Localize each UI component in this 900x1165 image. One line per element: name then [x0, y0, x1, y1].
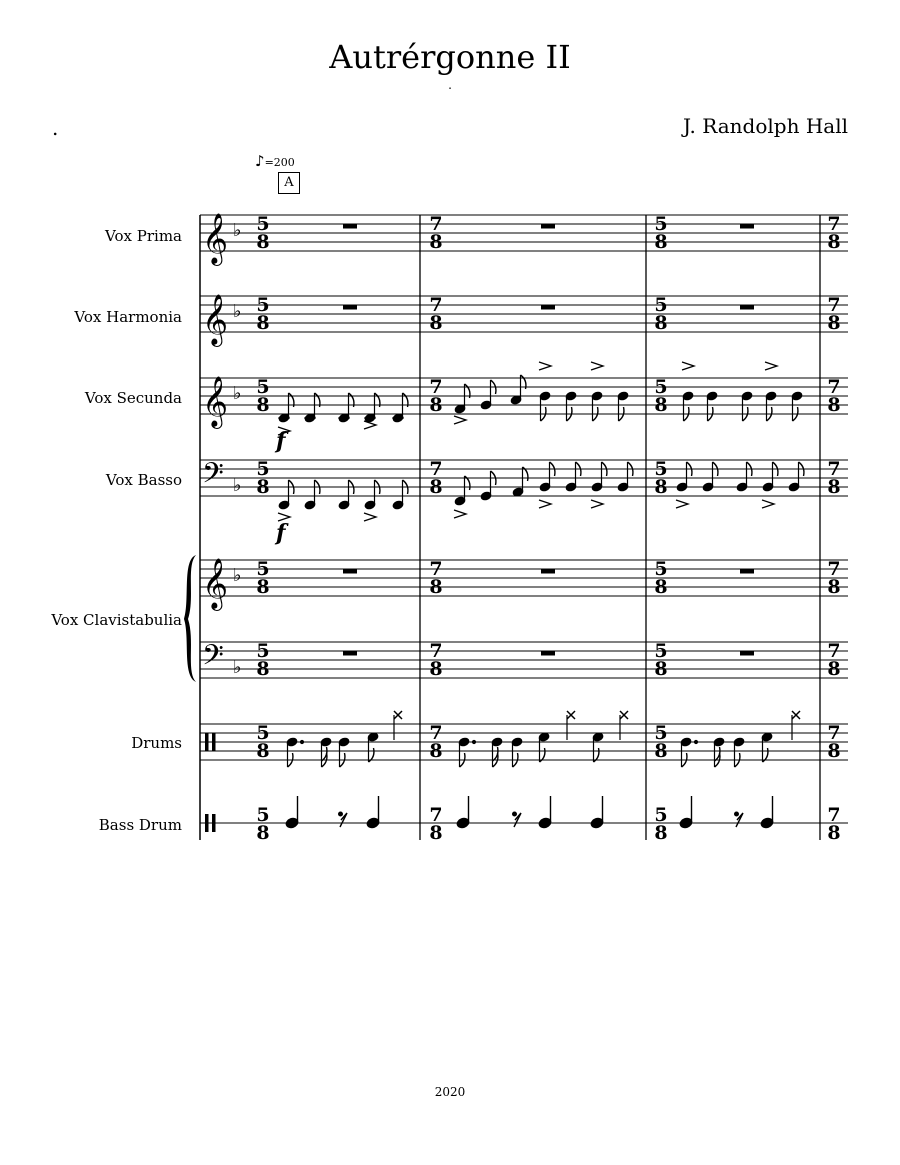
time-signature-denominator: 8: [827, 822, 841, 844]
time-signature-denominator: 8: [256, 740, 270, 762]
time-signature-denominator: 8: [654, 476, 668, 498]
time-signature-numerator: 5: [654, 640, 668, 662]
svg-text:♭: ♭: [233, 657, 242, 678]
tempo-value: =200: [264, 156, 295, 169]
staff-clavistabulia-bass: [200, 642, 848, 678]
time-signature-denominator: 8: [827, 740, 841, 762]
rehearsal-mark: A: [278, 172, 300, 194]
note: [364, 480, 380, 510]
note: [617, 391, 629, 421]
time-signature-numerator: 7: [429, 640, 443, 662]
note: [338, 393, 354, 423]
note: [511, 737, 523, 767]
time-signature-numerator: 5: [256, 376, 270, 398]
note: [304, 393, 320, 423]
note: [454, 384, 470, 414]
time-signature-numerator: 7: [429, 804, 443, 826]
time-signature-numerator: 7: [827, 722, 841, 744]
note: [366, 796, 380, 829]
time-signature-numerator: 7: [429, 294, 443, 316]
note: [285, 796, 299, 829]
score-subtitle: .: [448, 78, 452, 92]
svg-text:♭: ♭: [233, 301, 242, 322]
note: [676, 462, 692, 492]
note: [480, 471, 496, 501]
time-signature-numerator: 5: [256, 294, 270, 316]
note: [591, 391, 603, 421]
time-signature-denominator: 8: [654, 740, 668, 762]
eighth-rest-icon: [735, 812, 744, 827]
note: [539, 462, 555, 492]
note: [538, 732, 550, 762]
instrument-label-vox-basso: Vox Basso: [105, 471, 182, 489]
note: [788, 462, 804, 492]
footer-year: 2020: [434, 1085, 466, 1099]
instrument-label-vox-harmonia: Vox Harmonia: [74, 308, 182, 326]
note: [458, 737, 476, 767]
note: [454, 476, 470, 506]
time-signature-numerator: 5: [654, 376, 668, 398]
time-signature-numerator: 7: [429, 376, 443, 398]
note: [565, 462, 581, 492]
score-title: Autrérgonne II: [329, 38, 571, 76]
svg-text:♭: ♭: [233, 383, 242, 404]
flat-icon: [233, 220, 242, 678]
svg-text:♭: ♭: [233, 475, 242, 496]
time-signature-denominator: 8: [827, 231, 841, 253]
treble-clef-icon: 𝄞: [202, 558, 229, 609]
staff-vox-basso: [200, 460, 848, 496]
note: [456, 796, 470, 829]
time-signature-denominator: 8: [256, 476, 270, 498]
time-signature-denominator: 8: [827, 312, 841, 334]
note: [512, 467, 528, 497]
note: [617, 462, 633, 492]
time-signature-numerator: 5: [256, 558, 270, 580]
bass-clef-icon: 𝄢: [202, 639, 224, 679]
note: [538, 796, 552, 829]
time-signature-denominator: 8: [654, 822, 668, 844]
note: [590, 796, 604, 829]
percussion-clef-icon: [205, 733, 216, 832]
time-signature-numerator: 5: [256, 722, 270, 744]
note: [567, 711, 575, 740]
svg-text:♭: ♭: [233, 565, 242, 586]
brace: [184, 555, 196, 682]
time-signature-denominator: 8: [654, 658, 668, 680]
time-signature-numerator: 5: [654, 213, 668, 235]
time-signature-denominator: 8: [654, 576, 668, 598]
time-signature-numerator: 7: [429, 213, 443, 235]
instrument-label-vox-prima: Vox Prima: [105, 227, 182, 245]
time-signature-numerator: 5: [654, 804, 668, 826]
note: [765, 391, 777, 421]
treble-clef-icon: 𝄞: [202, 294, 229, 345]
time-signature-denominator: 8: [256, 576, 270, 598]
note: [792, 711, 800, 740]
note: [338, 480, 354, 510]
time-signature-denominator: 8: [429, 476, 443, 498]
eighth-note-icon: ♪: [255, 152, 265, 170]
time-signature-numerator: 7: [827, 376, 841, 398]
time-signature-numerator: 5: [256, 640, 270, 662]
time-signature-denominator: 8: [429, 822, 443, 844]
time-signature-numerator: 7: [827, 640, 841, 662]
note: [286, 737, 304, 767]
time-signature-denominator: 8: [827, 658, 841, 680]
note: [394, 711, 402, 740]
time-signature-denominator: 8: [256, 822, 270, 844]
bass-clef-icon: 𝄢: [202, 457, 224, 497]
time-signature-denominator: 8: [654, 312, 668, 334]
time-signature-denominator: 8: [429, 576, 443, 598]
dynamic-forte: f: [276, 520, 286, 546]
voice-bass-drum: [285, 796, 774, 829]
note: [736, 462, 752, 492]
staff-clavistabulia-treble: [200, 560, 848, 596]
note: [480, 380, 496, 410]
accent-icon: [278, 500, 774, 521]
note: [592, 732, 604, 762]
time-signature-numerator: 5: [256, 804, 270, 826]
time-signature-numerator: 7: [827, 213, 841, 235]
measure-rest-icon: [343, 224, 754, 656]
note: [760, 796, 774, 829]
time-signature-numerator: 5: [654, 294, 668, 316]
dedication: .: [52, 116, 59, 140]
barlines: [420, 215, 820, 840]
time-signature-denominator: 8: [429, 394, 443, 416]
composer: J. Randolph Hall: [683, 114, 848, 138]
time-signature-denominator: 8: [256, 231, 270, 253]
note: [278, 480, 294, 510]
note: [706, 391, 718, 421]
time-signature-numerator: 7: [429, 722, 443, 744]
dynamic-forte: f: [276, 428, 286, 454]
note: [539, 391, 551, 421]
treble-clef-icon: 𝄞: [202, 376, 229, 427]
note: [320, 737, 332, 767]
time-signature-numerator: 7: [827, 804, 841, 826]
note: [741, 391, 753, 421]
staff-vox-prima: [200, 215, 848, 251]
time-signature-denominator: 8: [827, 476, 841, 498]
note: [682, 391, 694, 421]
time-signature-denominator: 8: [429, 740, 443, 762]
note: [791, 391, 803, 421]
time-signature-numerator: 7: [827, 294, 841, 316]
note: [762, 462, 778, 492]
time-signature-numerator: 5: [256, 213, 270, 235]
time-signature-denominator: 8: [256, 312, 270, 334]
time-signature-numerator: 7: [429, 558, 443, 580]
voice-drums: [286, 711, 800, 767]
time-signature-numerator: 7: [827, 458, 841, 480]
note: [733, 737, 745, 767]
voice-vox-secunda: [278, 375, 803, 423]
time-signature-denominator: 8: [827, 576, 841, 598]
time-signature-denominator: 8: [654, 394, 668, 416]
instrument-label-vox-secunda: Vox Secunda: [84, 389, 182, 407]
note: [304, 480, 320, 510]
note: [278, 393, 294, 423]
note: [591, 462, 607, 492]
time-signature-denominator: 8: [654, 231, 668, 253]
time-signature-numerator: 5: [654, 722, 668, 744]
note: [620, 711, 628, 740]
time-signature-denominator: 8: [827, 394, 841, 416]
note: [565, 391, 577, 421]
note: [338, 737, 350, 767]
time-signature-denominator: 8: [429, 658, 443, 680]
note: [702, 462, 718, 492]
time-signature-numerator: 5: [654, 458, 668, 480]
eighth-rest-icon: [513, 812, 522, 827]
eighth-rest-icon: [339, 812, 348, 827]
staff-vox-harmonia: [200, 296, 848, 332]
time-signature-numerator: 5: [654, 558, 668, 580]
time-signature-denominator: 8: [429, 231, 443, 253]
note: [680, 737, 698, 767]
note: [367, 732, 379, 762]
note: [761, 732, 773, 762]
time-signature-denominator: 8: [429, 312, 443, 334]
time-signature-numerator: 5: [256, 458, 270, 480]
instrument-label-vox-clavistabulia: Vox Clavistabulia: [51, 611, 182, 629]
treble-clef-icon: 𝄞: [202, 213, 229, 264]
note: [491, 737, 503, 767]
instrument-label-drums: Drums: [131, 734, 182, 752]
time-signature-numerator: 7: [827, 558, 841, 580]
time-signature-denominator: 8: [256, 658, 270, 680]
note: [364, 393, 380, 423]
note: [510, 375, 526, 405]
time-signature-numerator: 7: [429, 458, 443, 480]
svg-text:♭: ♭: [233, 220, 242, 241]
instrument-label-bass-drum: Bass Drum: [98, 816, 182, 834]
note: [392, 393, 408, 423]
note: [713, 737, 725, 767]
time-signature-denominator: 8: [256, 394, 270, 416]
note: [679, 796, 693, 829]
note: [392, 480, 408, 510]
